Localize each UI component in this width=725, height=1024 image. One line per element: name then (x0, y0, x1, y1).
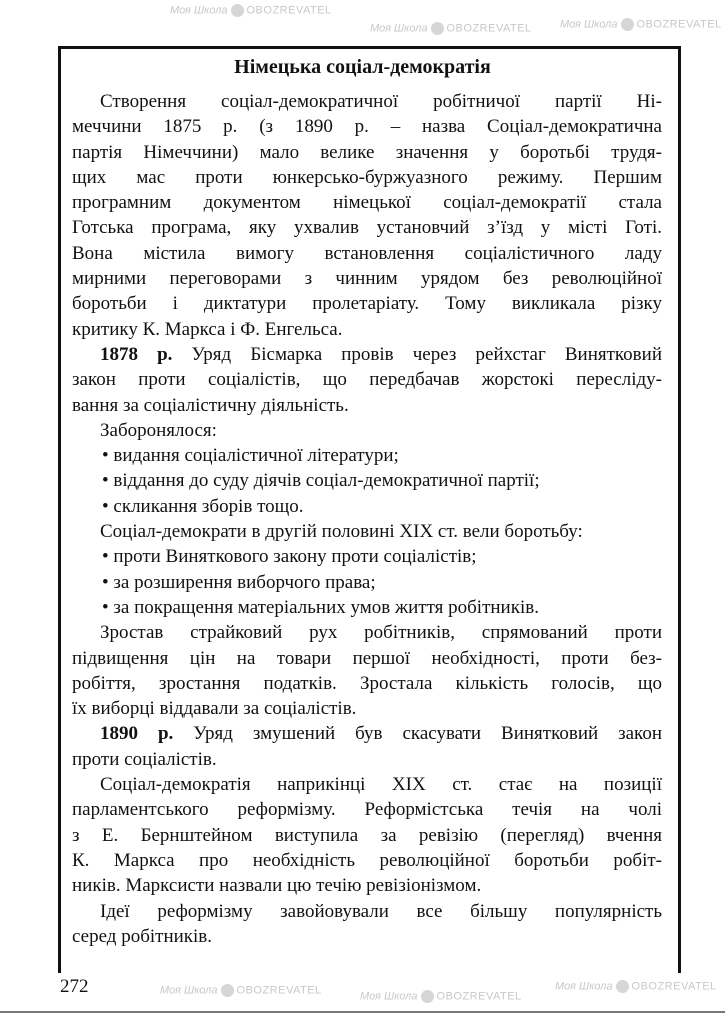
text-line (72, 291, 662, 316)
watermark-text: Моя Школа (560, 18, 618, 31)
page-title: Німецька соціал-демократія (234, 56, 491, 78)
watermark-text: OBOZREVATEL (236, 984, 322, 997)
line-text: програмним документом німецької соціал-демократії стала (72, 192, 662, 214)
line-text: мирними переговорами з чинним урядом без революційної (72, 268, 662, 290)
watermark-text: Моя Школа (370, 22, 428, 35)
watermark-text: OBOZREVATEL (246, 4, 332, 17)
text-line (72, 823, 662, 848)
watermark-logo-icon (621, 18, 634, 31)
line-text: Соціал-демократи в другій половині XIX ст. вели боротьбу: (100, 521, 583, 543)
watermark-text: Моя Школа (160, 984, 218, 997)
watermark (360, 990, 522, 1003)
text-line (72, 924, 662, 949)
text-line (72, 494, 662, 519)
text-line (72, 570, 662, 595)
line-text: партія Німеччини) мало велике значення у боротьбі трудя- (72, 141, 662, 163)
line-text: з Е. Бернштейном виступила за ревізію (перегляд) вчення (72, 824, 662, 846)
watermark (370, 22, 532, 35)
line-text: робіття, зростання податків. Зростала кількість голосів, що (72, 672, 662, 694)
text-line (72, 140, 662, 165)
line-text: Готська програма, яку ухвалив установчий з’їзд у місті Готі. (72, 217, 662, 239)
text-line (72, 190, 662, 215)
text-line (72, 266, 662, 291)
text-line (72, 418, 662, 443)
line-text: Заборонялося: (100, 419, 217, 441)
line-text: Уряд змушений був скасувати Винятковий закон (173, 723, 662, 745)
line-text: парламентського реформізму. Реформістська течія на чолі (72, 799, 662, 821)
text-line (72, 797, 662, 822)
text-line (72, 747, 662, 772)
text-line (72, 772, 662, 797)
text-line (72, 367, 662, 392)
text-line (72, 848, 662, 873)
line-text: щих мас проти юнкерсько-буржуазного режиму. Першим (72, 166, 662, 188)
watermark-text: OBOZREVATEL (446, 22, 532, 35)
watermark-text: OBOZREVATEL (436, 990, 522, 1003)
line-text: • видання соціалістичної літератури; (102, 445, 399, 467)
line-text: • проти Виняткового закону проти соціалістів; (102, 546, 477, 568)
watermark (170, 4, 332, 17)
text-line (72, 873, 662, 898)
line-text: • віддання до суду діячів соціал-демократичної партії; (102, 470, 540, 492)
watermark-text: Моя Школа (555, 980, 613, 993)
text-line (72, 443, 662, 468)
watermark (555, 980, 717, 993)
body-text (72, 89, 662, 949)
line-text: Створення соціал-демократичної робітничої партії Ні- (100, 91, 662, 112)
text-line (72, 468, 662, 493)
line-text: проти соціалістів. (72, 748, 217, 770)
text-line (72, 519, 662, 544)
watermark-text: OBOZREVATEL (636, 18, 722, 31)
text-line (72, 646, 662, 671)
line-text: серед робітників. (72, 925, 213, 947)
line-text: Ідеї реформізму завойовували все більшу популярність (100, 900, 662, 922)
line-text: Соціал-демократія наприкінці XIX ст. стає на позиції (100, 774, 662, 796)
bottom-rule (0, 1011, 725, 1013)
line-text: підвищення цін на товари першої необхідності, проти без- (72, 647, 662, 669)
text-line (72, 620, 662, 645)
line-text: їх виборці віддавали за соціалістів. (72, 698, 357, 720)
watermark (560, 18, 722, 31)
watermark-logo-icon (221, 984, 234, 997)
text-line (72, 114, 662, 139)
watermark (160, 984, 322, 997)
line-text: критику К. Маркса і Ф. Енгельса. (72, 318, 343, 340)
line-text: • скликання зборів тощо. (102, 495, 304, 517)
line-text: Уряд Бісмарка провів через рейхстаг Винятковий (172, 343, 662, 365)
line-text: • за розширення виборчого права; (102, 571, 376, 593)
text-line (72, 595, 662, 620)
text-line (72, 241, 662, 266)
line-text: К. Маркса про необхідність революційної боротьби робіт- (72, 849, 662, 871)
page-number: 272 (60, 976, 89, 997)
line-text: меччини 1875 р. (з 1890 р. – назва Соціал-демократична (72, 116, 662, 138)
watermark-text: Моя Школа (360, 990, 418, 1003)
line-text: вання за соціалістичну діяльність. (72, 394, 349, 416)
watermark-logo-icon (231, 4, 244, 17)
watermark-text: OBOZREVATEL (631, 980, 717, 993)
text-line (72, 696, 662, 721)
line-text: Вона містила вимогу встановлення соціалістичного ладу (72, 242, 662, 264)
line-text: Зростав страйковий рух робітників, спрямований проти (100, 622, 662, 644)
watermark-logo-icon (431, 22, 444, 35)
text-line (72, 215, 662, 240)
watermark-text: Моя Школа (170, 4, 228, 17)
line-text: закон проти соціалістів, що передбачав жорстокі пересліду- (72, 369, 662, 391)
year-label: 1878 р. (100, 343, 173, 365)
text-line (72, 317, 662, 342)
year-label: 1890 р. (100, 723, 174, 745)
text-line (72, 544, 662, 569)
line-text: боротьби і диктатури пролетаріату. Тому викликала різку (72, 293, 662, 315)
text-line (72, 393, 662, 418)
text-line (72, 342, 662, 367)
text-line (72, 89, 662, 114)
line-text: • за покращення матеріальних умов життя робітників. (102, 596, 539, 618)
text-line (72, 165, 662, 190)
line-text: ників. Марксисти назвали цю течію ревізіонізмом. (72, 875, 482, 897)
text-line (72, 721, 662, 746)
watermark-logo-icon (616, 980, 629, 993)
watermark-logo-icon (421, 990, 434, 1003)
text-line (72, 671, 662, 696)
text-line (72, 899, 662, 924)
